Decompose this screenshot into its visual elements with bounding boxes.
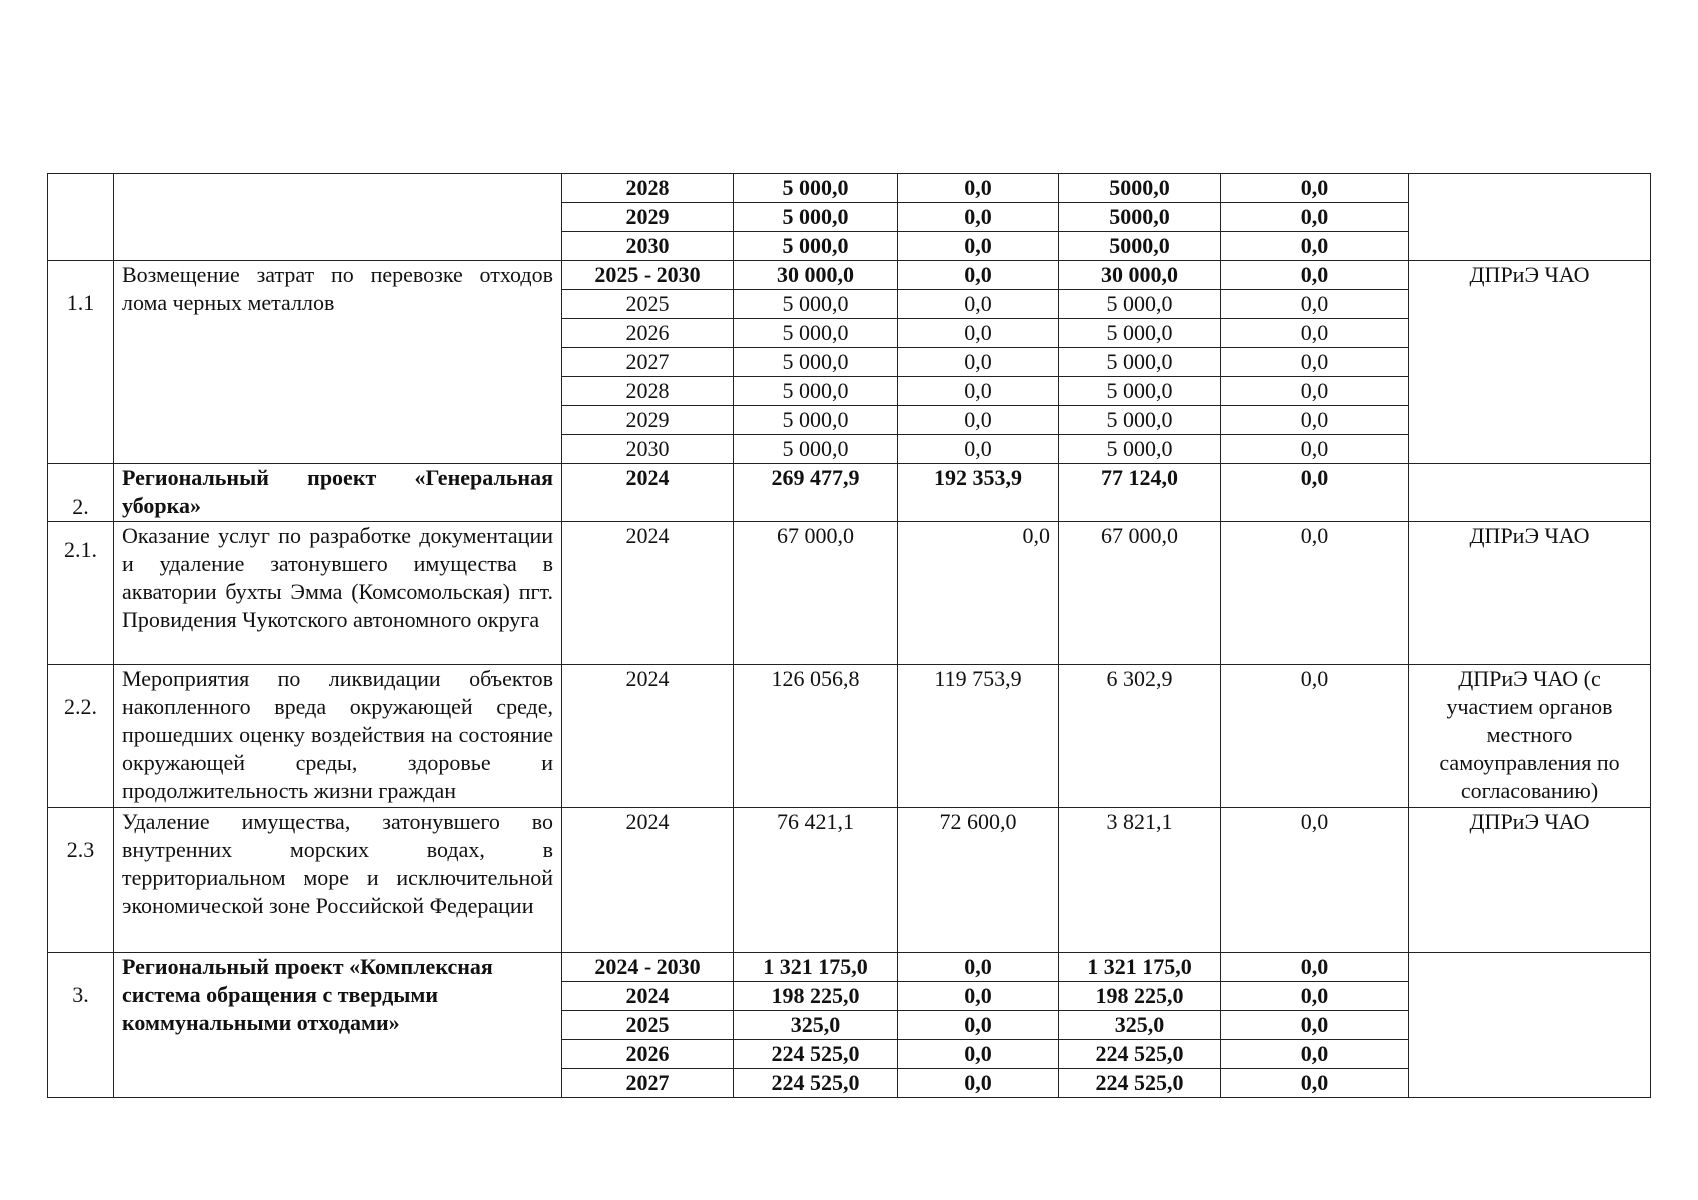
- total-cell: 325,0: [734, 1011, 898, 1040]
- total-cell: 126 056,8: [734, 665, 898, 808]
- regional-cell: 198 225,0: [1059, 982, 1221, 1011]
- year-cell: 2026: [562, 319, 734, 348]
- other-cell: 0,0: [1221, 665, 1409, 808]
- table-row: [48, 522, 1651, 665]
- federal-cell: 0,0: [898, 174, 1059, 203]
- regional-cell: 5 000,0: [1059, 348, 1221, 377]
- row-number: 2.3: [48, 808, 114, 953]
- total-cell: 5 000,0: [734, 406, 898, 435]
- row-description: Региональный проект «Генеральная уборка»: [114, 464, 562, 522]
- year-cell: 2027: [562, 348, 734, 377]
- federal-cell: 0,0: [898, 261, 1059, 290]
- total-cell: 5 000,0: [734, 435, 898, 464]
- other-cell: 0,0: [1221, 290, 1409, 319]
- regional-cell: 5000,0: [1059, 174, 1221, 203]
- row-description: Оказание услуг по разработке документации и удаление затонувшего имущества в акватории бухты Эмма (Комсомольская) пгт. Провидения Чукотского автономного округа: [114, 522, 562, 665]
- other-cell: 0,0: [1221, 435, 1409, 464]
- year-cell: 2025: [562, 1011, 734, 1040]
- other-cell: 0,0: [1221, 377, 1409, 406]
- regional-cell: 325,0: [1059, 1011, 1221, 1040]
- responsible-cell: [1409, 464, 1651, 522]
- total-cell: 5 000,0: [734, 232, 898, 261]
- table-row: [48, 953, 1651, 982]
- regional-cell: 30 000,0: [1059, 261, 1221, 290]
- year-cell: 2024 - 2030: [562, 953, 734, 982]
- federal-cell: 0,0: [898, 406, 1059, 435]
- table-row: [48, 464, 1651, 522]
- row-description: Региональный проект «Комплексная система обращения с твердыми коммунальными отходами»: [114, 953, 562, 1098]
- federal-cell: 0,0: [898, 203, 1059, 232]
- total-cell: 30 000,0: [734, 261, 898, 290]
- other-cell: 0,0: [1221, 319, 1409, 348]
- federal-cell: 0,0: [898, 290, 1059, 319]
- total-cell: 198 225,0: [734, 982, 898, 1011]
- year-cell: 2025 - 2030: [562, 261, 734, 290]
- total-cell: 224 525,0: [734, 1069, 898, 1098]
- total-cell: 5 000,0: [734, 319, 898, 348]
- year-cell: 2030: [562, 232, 734, 261]
- federal-cell: 0,0: [898, 953, 1059, 982]
- total-cell: 224 525,0: [734, 1040, 898, 1069]
- year-cell: 2026: [562, 1040, 734, 1069]
- other-cell: 0,0: [1221, 174, 1409, 203]
- year-cell: 2030: [562, 435, 734, 464]
- year-cell: 2029: [562, 203, 734, 232]
- federal-cell: 0,0: [898, 232, 1059, 261]
- federal-cell: 0,0: [898, 377, 1059, 406]
- responsible-cell: ДПРиЭ ЧАО: [1409, 522, 1651, 665]
- table-row: [48, 808, 1651, 953]
- program-table: [47, 173, 1651, 1098]
- total-cell: 5 000,0: [734, 290, 898, 319]
- year-cell: 2024: [562, 464, 734, 522]
- federal-cell: 72 600,0: [898, 808, 1059, 953]
- table-row: [48, 261, 1651, 290]
- regional-cell: 5 000,0: [1059, 377, 1221, 406]
- federal-cell: 0,0: [898, 319, 1059, 348]
- total-cell: 5 000,0: [734, 348, 898, 377]
- responsible-cell: [1409, 174, 1651, 261]
- federal-cell: 119 753,9: [898, 665, 1059, 808]
- regional-cell: 3 821,1: [1059, 808, 1221, 953]
- year-cell: 2024: [562, 522, 734, 665]
- total-cell: 5 000,0: [734, 377, 898, 406]
- year-cell: 2027: [562, 1069, 734, 1098]
- responsible-cell: [1409, 953, 1651, 1098]
- regional-cell: 224 525,0: [1059, 1069, 1221, 1098]
- responsible-cell: ДПРиЭ ЧАО (с участием органов местного самоуправления по согласованию): [1409, 665, 1651, 808]
- regional-cell: 5 000,0: [1059, 435, 1221, 464]
- responsible-cell: ДПРиЭ ЧАО: [1409, 808, 1651, 953]
- other-cell: 0,0: [1221, 406, 1409, 435]
- year-cell: 2024: [562, 808, 734, 953]
- regional-cell: 67 000,0: [1059, 522, 1221, 665]
- other-cell: 0,0: [1221, 203, 1409, 232]
- other-cell: 0,0: [1221, 1069, 1409, 1098]
- row-description: [114, 174, 562, 261]
- other-cell: 0,0: [1221, 953, 1409, 982]
- other-cell: 0,0: [1221, 1040, 1409, 1069]
- row-number: 3.: [48, 953, 114, 1098]
- federal-cell: 0,0: [898, 982, 1059, 1011]
- regional-cell: 1 321 175,0: [1059, 953, 1221, 982]
- regional-cell: 5 000,0: [1059, 406, 1221, 435]
- other-cell: 0,0: [1221, 808, 1409, 953]
- other-cell: 0,0: [1221, 522, 1409, 665]
- other-cell: 0,0: [1221, 1011, 1409, 1040]
- regional-cell: 5000,0: [1059, 203, 1221, 232]
- federal-cell: 0,0: [898, 522, 1059, 665]
- other-cell: 0,0: [1221, 982, 1409, 1011]
- total-cell: 76 421,1: [734, 808, 898, 953]
- total-cell: 5 000,0: [734, 174, 898, 203]
- federal-cell: 0,0: [898, 348, 1059, 377]
- year-cell: 2025: [562, 290, 734, 319]
- row-number: 2.2.: [48, 665, 114, 808]
- total-cell: 67 000,0: [734, 522, 898, 665]
- other-cell: 0,0: [1221, 261, 1409, 290]
- total-cell: 1 321 175,0: [734, 953, 898, 982]
- regional-cell: 224 525,0: [1059, 1040, 1221, 1069]
- federal-cell: 0,0: [898, 1069, 1059, 1098]
- total-cell: 269 477,9: [734, 464, 898, 522]
- row-number: 2.1.: [48, 522, 114, 665]
- regional-cell: 5 000,0: [1059, 319, 1221, 348]
- responsible-cell: ДПРиЭ ЧАО: [1409, 261, 1651, 464]
- row-description: Возмещение затрат по перевозке отходов лома черных металлов: [114, 261, 562, 464]
- regional-cell: 77 124,0: [1059, 464, 1221, 522]
- row-number: [48, 174, 114, 261]
- row-description: Удаление имущества, затонувшего во внутренних морских водах, в территориальном море и исключительной экономической зоне Российской Федерации: [114, 808, 562, 953]
- year-cell: 2028: [562, 174, 734, 203]
- regional-cell: 6 302,9: [1059, 665, 1221, 808]
- year-cell: 2028: [562, 377, 734, 406]
- other-cell: 0,0: [1221, 464, 1409, 522]
- regional-cell: 5000,0: [1059, 232, 1221, 261]
- federal-cell: 0,0: [898, 435, 1059, 464]
- row-description: Мероприятия по ликвидации объектов накопленного вреда окружающей среде, прошедших оценку воздействия на состояние окружающей среды, здоровье и продолжительность жизни граждан: [114, 665, 562, 808]
- other-cell: 0,0: [1221, 232, 1409, 261]
- year-cell: 2024: [562, 982, 734, 1011]
- row-number: 2.: [48, 464, 114, 522]
- regional-cell: 5 000,0: [1059, 290, 1221, 319]
- federal-cell: 192 353,9: [898, 464, 1059, 522]
- table-row: [48, 174, 1651, 203]
- row-number: 1.1: [48, 261, 114, 464]
- total-cell: 5 000,0: [734, 203, 898, 232]
- other-cell: 0,0: [1221, 348, 1409, 377]
- federal-cell: 0,0: [898, 1040, 1059, 1069]
- year-cell: 2029: [562, 406, 734, 435]
- year-cell: 2024: [562, 665, 734, 808]
- table-row: [48, 665, 1651, 808]
- federal-cell: 0,0: [898, 1011, 1059, 1040]
